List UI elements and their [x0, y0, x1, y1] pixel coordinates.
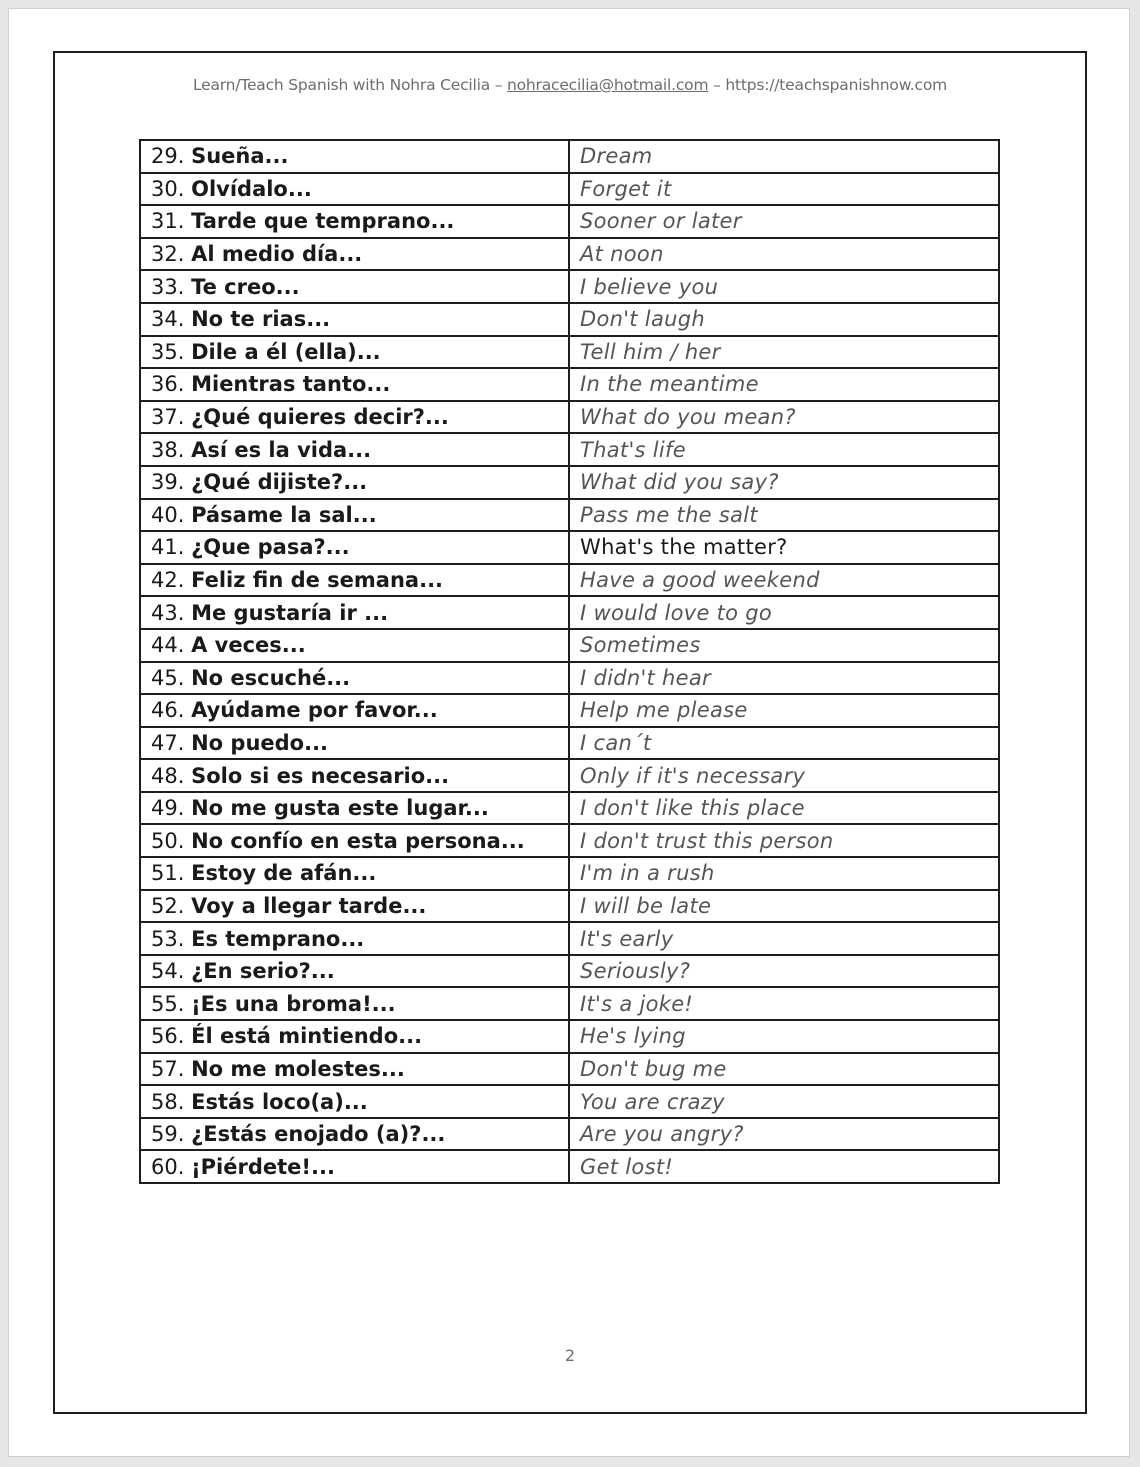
table-row: [140, 629, 999, 662]
phrase-number: 34.: [151, 307, 185, 332]
spanish-phrase-cell: [140, 564, 569, 597]
spanish-phrase: ¿Qué quieres decir?...: [191, 405, 449, 430]
spanish-phrase-cell: [140, 987, 569, 1020]
spanish-phrase-cell: [140, 336, 569, 369]
english-translation-cell: Forget it: [569, 173, 999, 206]
spanish-phrase: Mientras tanto...: [191, 372, 391, 397]
phrase-number: 49.: [151, 796, 185, 821]
header-suffix: – https://teachspanishnow.com: [708, 76, 947, 94]
spanish-phrase: Así es la vida...: [191, 437, 372, 462]
spanish-phrase-cell: [140, 824, 569, 857]
english-translation-cell: Help me please: [569, 694, 999, 727]
spanish-phrase-cell: [140, 238, 569, 271]
english-translation-cell: What did you say?: [569, 466, 999, 499]
phrase-number: 59.: [151, 1122, 185, 1147]
spanish-phrase: Dile a él (ella)...: [191, 339, 381, 364]
english-translation-cell: You are crazy: [569, 1085, 999, 1118]
english-translation-cell: Get lost!: [569, 1150, 999, 1183]
phrase-number: 29.: [151, 144, 185, 169]
page-header: [0, 76, 1140, 94]
english-translation-cell: Pass me the salt: [569, 499, 999, 532]
english-translation-cell: I don't trust this person: [569, 824, 999, 857]
spanish-phrase-cell: [140, 270, 569, 303]
english-translation-cell: I don't like this place: [569, 792, 999, 825]
spanish-phrase: Olvídalo...: [191, 176, 312, 201]
english-translation-cell: What do you mean?: [569, 401, 999, 434]
table-row: [140, 173, 999, 206]
phrase-number: 46.: [151, 698, 185, 723]
table-row: [140, 140, 999, 173]
spanish-phrase-cell: [140, 727, 569, 760]
phrase-number: 31.: [151, 209, 185, 234]
table-row: [140, 1150, 999, 1183]
spanish-phrase: No confío en esta persona...: [191, 828, 525, 853]
header-email-link[interactable]: nohracecilia@hotmail.com: [507, 76, 709, 94]
phrase-number: 33.: [151, 274, 185, 299]
spanish-phrase-cell: [140, 694, 569, 727]
spanish-phrase-cell: [140, 1150, 569, 1183]
spanish-phrase: Ayúdame por favor...: [191, 698, 438, 723]
spanish-phrase: No puedo...: [191, 730, 329, 755]
english-translation-cell: I would love to go: [569, 596, 999, 629]
spanish-phrase-cell: [140, 1020, 569, 1053]
table-row: [140, 238, 999, 271]
spanish-phrase-cell: [140, 401, 569, 434]
phrase-number: 44.: [151, 633, 185, 658]
english-translation-cell: Sometimes: [569, 629, 999, 662]
table-row: [140, 792, 999, 825]
phrase-number: 30.: [151, 176, 185, 201]
phrase-number: 53.: [151, 926, 185, 951]
phrase-number: 56.: [151, 1024, 185, 1049]
spanish-phrase: Solo si es necesario...: [191, 763, 450, 788]
phrase-table-body: [140, 140, 999, 1183]
spanish-phrase: Sueña...: [191, 144, 289, 169]
english-translation-cell: I didn't hear: [569, 662, 999, 695]
spanish-phrase: Estoy de afán...: [191, 861, 377, 886]
english-translation-cell: Have a good weekend: [569, 564, 999, 597]
spanish-phrase-cell: [140, 1118, 569, 1151]
spanish-phrase: ¿En serio?...: [191, 959, 335, 984]
phrase-number: 58.: [151, 1089, 185, 1114]
english-translation-cell: In the meantime: [569, 368, 999, 401]
spanish-phrase: Pásame la sal...: [191, 502, 377, 527]
table-row: [140, 303, 999, 336]
spanish-phrase-cell: [140, 466, 569, 499]
table-row: [140, 922, 999, 955]
table-row: [140, 564, 999, 597]
english-translation-cell: Only if it's necessary: [569, 759, 999, 792]
table-row: [140, 987, 999, 1020]
spanish-phrase: Te creo...: [191, 274, 300, 299]
phrase-number: 60.: [151, 1154, 185, 1179]
phrase-number: 38.: [151, 437, 185, 462]
phrase-number: 42.: [151, 568, 185, 593]
spanish-phrase: Él está mintiendo...: [191, 1024, 423, 1049]
spanish-phrase: ¿Estás enojado (a)?...: [191, 1122, 446, 1147]
spanish-phrase-cell: [140, 792, 569, 825]
table-row: [140, 1118, 999, 1151]
spanish-phrase: Feliz fin de semana...: [191, 568, 444, 593]
spanish-phrase: ¿Qué dijiste?...: [191, 470, 368, 495]
phrase-number: 55.: [151, 991, 185, 1016]
table-row: [140, 694, 999, 727]
phrase-number: 39.: [151, 470, 185, 495]
header-prefix: Learn/Teach Spanish with Nohra Cecilia –: [192, 76, 508, 94]
table-row: [140, 401, 999, 434]
spanish-phrase: No escuché...: [191, 665, 351, 690]
page-number: 2: [564, 1346, 576, 1365]
phrase-table-container: [139, 139, 998, 1184]
spanish-phrase-cell: [140, 433, 569, 466]
spanish-phrase-cell: [140, 140, 569, 173]
spanish-phrase: Estás loco(a)...: [191, 1089, 368, 1114]
english-translation-cell: I can´t: [569, 727, 999, 760]
table-row: [140, 857, 999, 890]
table-row: [140, 499, 999, 532]
phrase-number: 47.: [151, 730, 185, 755]
english-translation-cell: What's the matter?: [569, 531, 999, 564]
phrase-number: 36.: [151, 372, 185, 397]
spanish-phrase: ¡Piérdete!...: [191, 1154, 335, 1179]
spanish-phrase-cell: [140, 1053, 569, 1086]
table-row: [140, 336, 999, 369]
english-translation-cell: Don't bug me: [569, 1053, 999, 1086]
english-translation-cell: At noon: [569, 238, 999, 271]
spanish-phrase-cell: [140, 759, 569, 792]
phrase-number: 32.: [151, 242, 185, 267]
phrase-number: 40.: [151, 502, 185, 527]
english-translation-cell: Don't laugh: [569, 303, 999, 336]
phrase-number: 51.: [151, 861, 185, 886]
english-translation-cell: It's early: [569, 922, 999, 955]
spanish-phrase: No me molestes...: [191, 1056, 405, 1081]
spanish-phrase: ¿Que pasa?...: [191, 535, 350, 560]
table-row: [140, 824, 999, 857]
english-translation-cell: Dream: [569, 140, 999, 173]
table-row: [140, 662, 999, 695]
spanish-phrase-cell: [140, 629, 569, 662]
table-row: [140, 727, 999, 760]
spanish-phrase-cell: [140, 955, 569, 988]
spanish-phrase-cell: [140, 205, 569, 238]
spanish-phrase-cell: [140, 922, 569, 955]
english-translation-cell: It's a joke!: [569, 987, 999, 1020]
table-row: [140, 1053, 999, 1086]
table-row: [140, 1020, 999, 1053]
english-translation-cell: Sooner or later: [569, 205, 999, 238]
english-translation-cell: Seriously?: [569, 955, 999, 988]
english-translation-cell: I'm in a rush: [569, 857, 999, 890]
spanish-phrase-cell: [140, 890, 569, 923]
phrase-number: 57.: [151, 1056, 185, 1081]
spanish-phrase: Tarde que temprano...: [191, 209, 455, 234]
spanish-phrase-cell: [140, 531, 569, 564]
spanish-phrase-cell: [140, 303, 569, 336]
table-row: [140, 368, 999, 401]
phrase-table: [139, 139, 1000, 1184]
spanish-phrase: Voy a llegar tarde...: [191, 893, 427, 918]
spanish-phrase-cell: [140, 499, 569, 532]
spanish-phrase-cell: [140, 1085, 569, 1118]
table-row: [140, 1085, 999, 1118]
phrase-number: 41.: [151, 535, 185, 560]
phrase-number: 52.: [151, 893, 185, 918]
spanish-phrase: Me gustaría ir ...: [191, 600, 389, 625]
phrase-number: 45.: [151, 665, 185, 690]
phrase-number: 54.: [151, 959, 185, 984]
spanish-phrase: ¡Es una broma!...: [191, 991, 396, 1016]
spanish-phrase-cell: [140, 596, 569, 629]
table-row: [140, 596, 999, 629]
spanish-phrase-cell: [140, 857, 569, 890]
spanish-phrase-cell: [140, 368, 569, 401]
spanish-phrase: Es temprano...: [191, 926, 365, 951]
spanish-phrase: A veces...: [191, 633, 306, 658]
english-translation-cell: That's life: [569, 433, 999, 466]
spanish-phrase-cell: [140, 662, 569, 695]
phrase-number: 35.: [151, 339, 185, 364]
table-row: [140, 890, 999, 923]
table-row: [140, 955, 999, 988]
table-row: [140, 759, 999, 792]
table-row: [140, 270, 999, 303]
phrase-number: 48.: [151, 763, 185, 788]
spanish-phrase-cell: [140, 173, 569, 206]
english-translation-cell: He's lying: [569, 1020, 999, 1053]
phrase-number: 50.: [151, 828, 185, 853]
table-row: [140, 205, 999, 238]
table-row: [140, 466, 999, 499]
spanish-phrase: Al medio día...: [191, 242, 363, 267]
english-translation-cell: Tell him / her: [569, 336, 999, 369]
spanish-phrase: No te rias...: [191, 307, 331, 332]
table-row: [140, 433, 999, 466]
english-translation-cell: Are you angry?: [569, 1118, 999, 1151]
phrase-number: 37.: [151, 405, 185, 430]
table-row: [140, 531, 999, 564]
spanish-phrase: No me gusta este lugar...: [191, 796, 489, 821]
english-translation-cell: I believe you: [569, 270, 999, 303]
phrase-number: 43.: [151, 600, 185, 625]
english-translation-cell: I will be late: [569, 890, 999, 923]
